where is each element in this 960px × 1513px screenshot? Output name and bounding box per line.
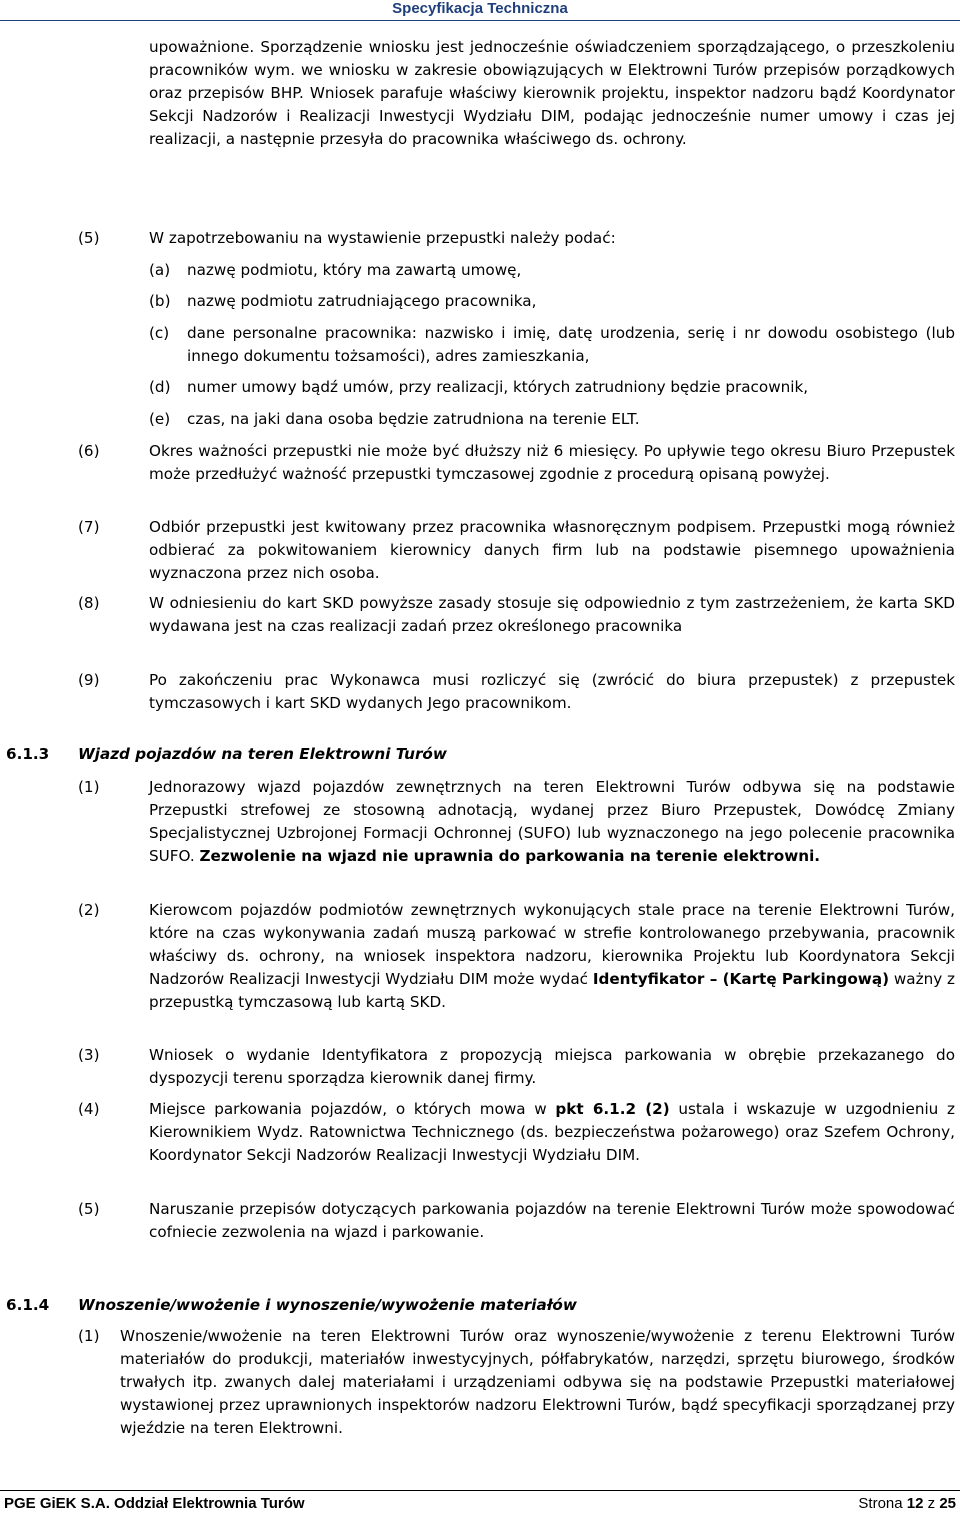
- paragraph-text: Naruszanie przepisów dotyczących parkowania pojazdów na terenie Elektrowni Turów może spowodować cofniecie zezwolenia na wjazd i parkowanie.: [149, 1200, 955, 1241]
- paragraph-text: W zapotrzebowaniu na wystawienie przepustki należy podać:: [149, 229, 616, 247]
- section-title: Wjazd pojazdów na teren Elektrowni Turów: [78, 745, 447, 763]
- paragraph-text: Jednorazowy wjazd pojazdów zewnętrznych na teren Elektrowni Turów odbywa się na podstawie Przepustki strefowej ze stosowną adnotacją, wydanej przez Biuro Przepustek, Dowódcę Zmiany Specjalistycznej Uzbrojonej Formacji Ochronnej (SUFO) lub wyznaczonego na jego polecenie pracownika SUFO. Zezwolenie na wjazd nie uprawnia do parkowania na terenie elektrowni.: [149, 778, 955, 865]
- footer-divider: [0, 1490, 960, 1491]
- paragraph-text: Miejsce parkowania pojazdów, o których mowa w pkt 6.1.2 (2) ustala i wskazuje w uzgodnieniu z Kierownikiem Wydz. Ratownictwa Technicznego (ds. bezpieczeństwa pożarowego) oraz Szefem Ochrony, Koordynator Sekcji Nadzorów Realizacji Inwestycji Wydziału DIM.: [149, 1100, 955, 1164]
- item-number: (3): [78, 1046, 100, 1064]
- footer-company: PGE GiEK S.A. Oddział Elektrownia Turów: [4, 1495, 305, 1512]
- item-number: (7): [78, 518, 100, 536]
- paragraph-text: Po zakończeniu prac Wykonawca musi rozliczyć się (zwrócić do biura przepustek) z przepustek tymczasowych i kart SKD wydanych Jego pracownikom.: [149, 671, 955, 712]
- subitem-label: (b): [149, 292, 171, 310]
- item-number: (1): [78, 778, 100, 796]
- item-number: (9): [78, 671, 100, 689]
- item-number: (6): [78, 442, 100, 460]
- footer-page-number: Strona 12 z 25: [858, 1495, 956, 1512]
- paragraph-text: Okres ważności przepustki nie może być dłuższy niż 6 miesięcy. Po upływie tego okresu Biuro Przepustek może przedłużyć ważność przepustki tymczasowej zgodnie z procedurą opisaną powyżej.: [149, 442, 955, 483]
- header-divider: [0, 20, 960, 21]
- paragraph-text: Wniosek o wydanie Identyfikatora z propozycją miejsca parkowania w obrębie przekazanego do dyspozycji terenu sporządza kierownik danej firmy.: [149, 1046, 955, 1087]
- subitem-label: (e): [149, 410, 171, 428]
- item-number: (5): [78, 229, 100, 247]
- item-number: (5): [78, 1200, 100, 1218]
- item-number: (1): [78, 1327, 100, 1345]
- section-number: 6.1.4: [6, 1296, 50, 1314]
- page-header-title: Specyfikacja Techniczna: [392, 0, 568, 17]
- subitem-label: (d): [149, 378, 171, 396]
- section-number: 6.1.3: [6, 745, 50, 763]
- bold-reference: pkt 6.1.2 (2): [555, 1100, 670, 1118]
- subitem-text: nazwę podmiotu zatrudniającego pracownika,: [187, 292, 537, 310]
- subitem-label: (c): [149, 324, 170, 342]
- section-title: Wnoszenie/wwożenie i wynoszenie/wywożenie materiałów: [78, 1296, 577, 1314]
- item-number: (2): [78, 901, 100, 919]
- intro-paragraph: upoważnione. Sporządzenie wniosku jest jednocześnie oświadczeniem sporządzającego, o przeszkoleniu pracowników wym. we wniosku w zakresie obowiązujących w Elektrowni Turów przepisów porządkowych oraz przepisów BHP. Wniosek parafuje właściwy kierownik projektu, inspektor nadzoru bądź Koordynator Sekcji Nadzorów i Realizacji Inwestycji Wydziału DIM, podając jednocześnie numer umowy i czas jej realizacji, a następnie przesyła do pracownika właściwego ds. ochrony.: [149, 38, 955, 148]
- subitem-text: dane personalne pracownika: nazwisko i imię, datę urodzenia, serię i nr dowodu osobistego (lub innego dokumentu tożsamości), adres zamieszkania,: [187, 324, 955, 365]
- paragraph-text: W odniesieniu do kart SKD powyższe zasady stosuje się odpowiednio z tym zastrzeżeniem, że karta SKD wydawana jest na czas realizacji zadań przez określonego pracownika: [149, 594, 955, 635]
- paragraph-text: Wnoszenie/wwożenie na teren Elektrowni Turów oraz wynoszenie/wywożenie z terenu Elektrowni Turów materiałów do produkcji, materiałów inwestycyjnych, półfabrykatów, narzędzi, sprzętu biurowego, środków trwałych itp. zwanych dalej materiałami i urządzeniami odbywa się na podstawie Przepustki materiałowej wystawionej przez uprawnionych inspektorów nadzoru Elektrowni Turów, bądź specyfikacji sporządzanej przy wjeździe na teren Elektrowni.: [120, 1327, 955, 1437]
- subitem-text: numer umowy bądź umów, przy realizacji, których zatrudniony będzie pracownik,: [187, 378, 809, 396]
- bold-term: Identyfikator – (Kartę Parkingową): [592, 970, 890, 988]
- item-number: (4): [78, 1100, 100, 1118]
- subitem-text: czas, na jaki dana osoba będzie zatrudniona na terenie ELT.: [187, 410, 640, 428]
- item-number: (8): [78, 594, 100, 612]
- bold-note: Zezwolenie na wjazd nie uprawnia do parkowania na terenie elektrowni.: [199, 847, 821, 865]
- subitem-text: nazwę podmiotu, który ma zawartą umowę,: [187, 261, 522, 279]
- paragraph-text: Kierowcom pojazdów podmiotów zewnętrznych wykonujących stale prace na terenie Elektrowni Turów, które na czas wykonywania zadań muszą parkować w strefie kontrolowanego przebywania, pracownik właściwy ds. ochrony, na wniosek inspektora nadzoru, kierownika Projektu lub Koordynatora Sekcji Nadzorów Realizacji Inwestycji Wydziału DIM może wydać Identyfikator – (Kartę Parkingową) ważny z przepustką tymczasową lub kartą SKD.: [149, 901, 955, 1011]
- subitem-label: (a): [149, 261, 171, 279]
- paragraph-text: Odbiór przepustki jest kwitowany przez pracownika własnoręcznym podpisem. Przepustki mogą również odbierać za pokwitowaniem kierownicy danych firm lub na podstawie pisemnego upoważnienia wyznaczona przez nich osoba.: [149, 518, 955, 582]
